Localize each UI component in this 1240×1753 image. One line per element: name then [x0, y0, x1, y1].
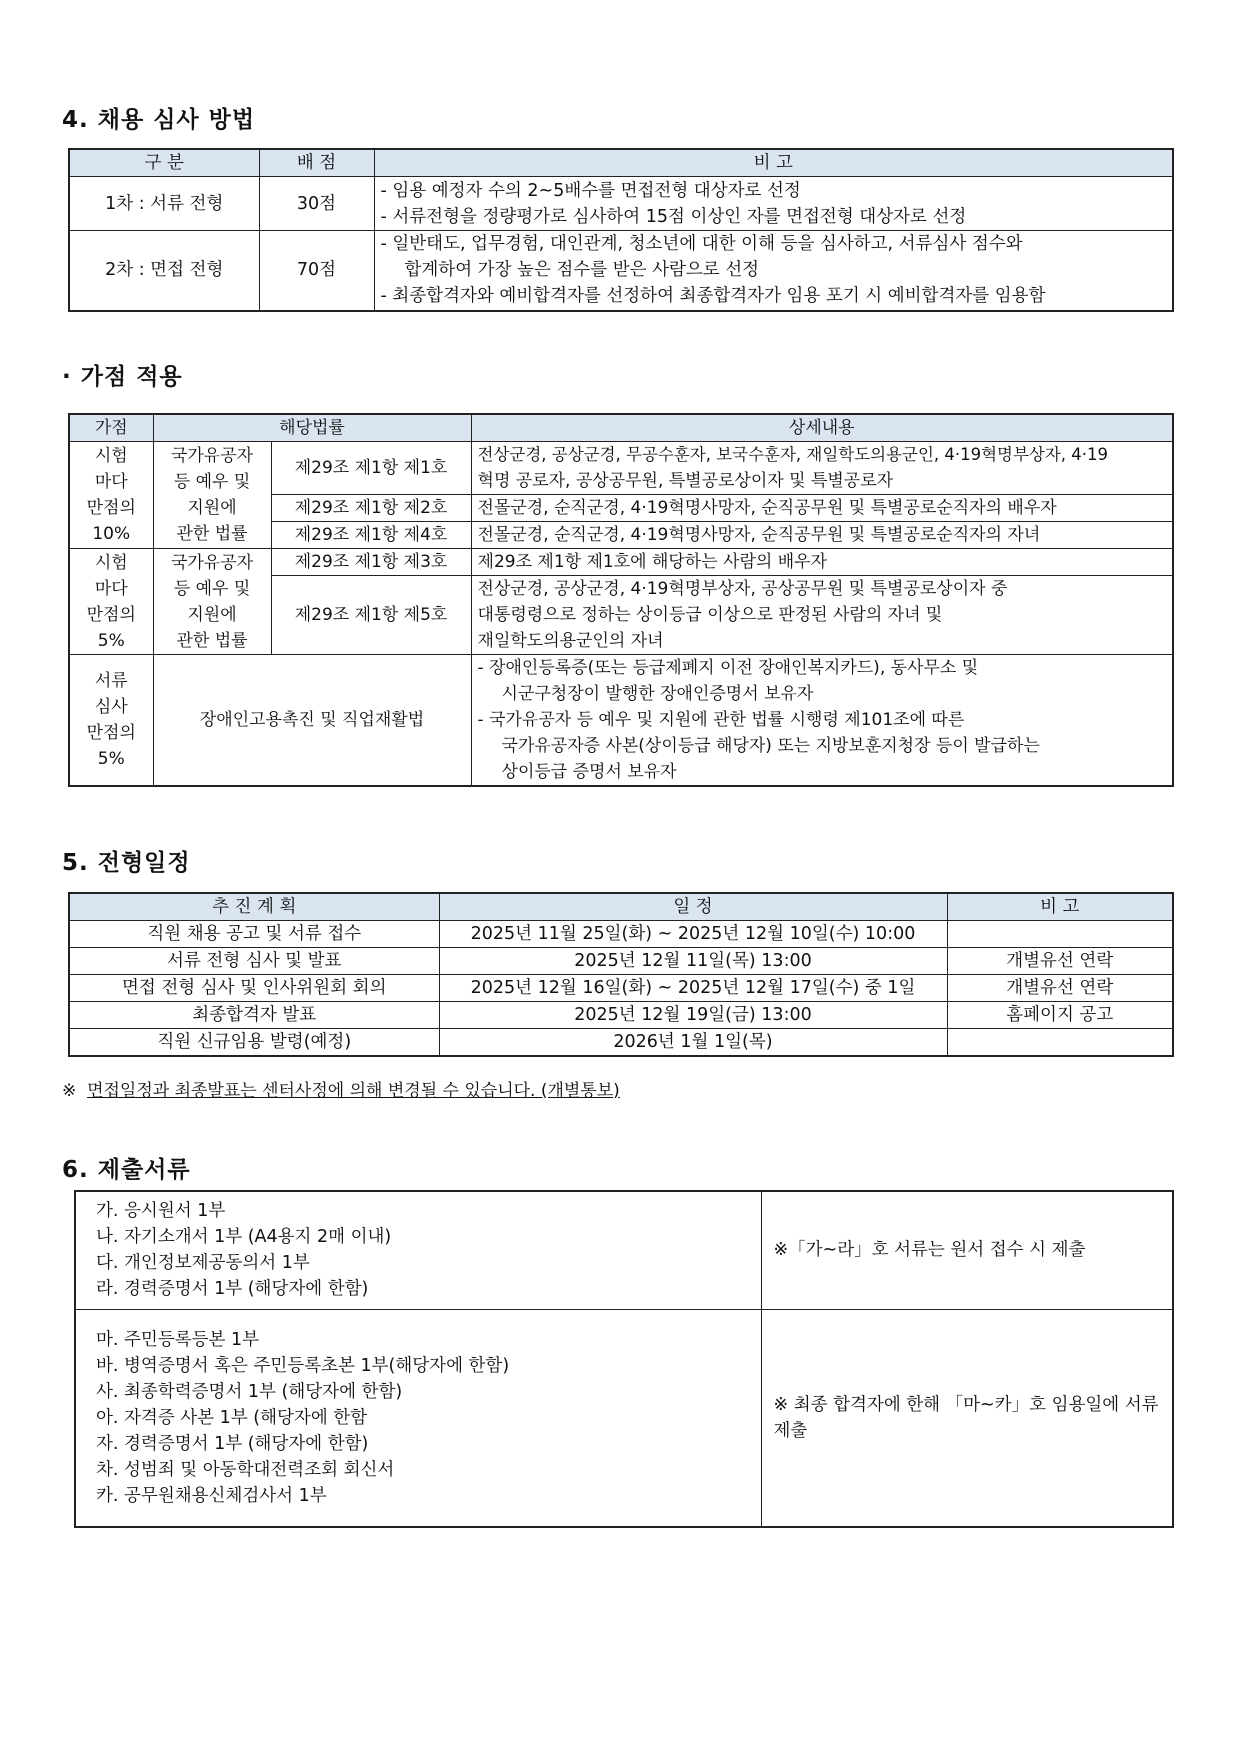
article-cell: 제29조 제1항 제2호: [271, 495, 471, 522]
detail-line: 재일학도의용군인의 자녀: [477, 631, 664, 651]
table-row: [69, 1029, 1173, 1057]
detail-line: 전상군경, 공상군경, 4·19혁명부상자, 공상공무원 및 특별공로상이자 중: [477, 579, 1008, 599]
bonus-table: [68, 413, 1174, 787]
law-line: 등 예우 및: [173, 472, 251, 492]
remark-line: - 서류전형을 정량평가로 심사하여 15점 이상인 자를 면접전형 대상자로 선정: [380, 206, 967, 227]
law-cell: [153, 549, 271, 655]
article-cell: 제29조 제1항 제1호: [271, 442, 471, 495]
list-item: 마. 주민등록등본 1부: [96, 1329, 260, 1350]
screening-method-table: [68, 148, 1174, 312]
bonus-rate-cell: [69, 655, 153, 787]
score-cell: 30점: [259, 177, 374, 231]
law-line: 국가유공자: [170, 552, 254, 573]
detail-cell: 전몰군경, 순직군경, 4·19혁명사망자, 순직공무원 및 특별공로순직자의 배우자: [471, 495, 1173, 522]
detail-cell: [471, 576, 1173, 655]
table-row: [69, 231, 1173, 311]
table-row: [75, 1191, 1173, 1309]
date-cell: 2026년 1월 1일(목): [439, 1029, 947, 1057]
remark-line: - 일반태도, 업무경험, 대인관계, 청소년에 대한 이해 등을 심사하고, 서류심사 점수와: [380, 234, 1023, 255]
list-item: 사. 최종학력증명서 1부 (해당자에 한함): [96, 1381, 403, 1402]
detail-cell: [471, 442, 1173, 495]
note-mark: ※: [62, 1081, 77, 1101]
law-line: 등 예우 및: [173, 578, 251, 599]
detail-line: 시군구청장이 발행한 장애인증명서 보유자: [501, 684, 814, 704]
note-text: 면접일정과 최종발표는 센터사정에 의해 변경될 수 있습니다. (개별통보): [87, 1081, 620, 1101]
table-row: [69, 921, 1173, 948]
plan-cell: 직원 신규임용 발령(예정): [69, 1029, 439, 1057]
note-cell: [947, 921, 1173, 948]
col-header-score: 배 점: [259, 149, 374, 177]
bonus-rate-line: 마다: [94, 578, 128, 599]
table-header-row: [69, 149, 1173, 177]
bonus-rate-line: 만점의: [86, 498, 136, 518]
remark-line: - 최종합격자와 예비합격자를 선정하여 최종합격자가 임용 포기 시 예비합격자를 임용함: [380, 286, 1046, 307]
list-item: 자. 경력증명서 1부 (해당자에 한함): [96, 1433, 369, 1454]
score-cell: 70점: [259, 231, 374, 311]
documents-table: [74, 1190, 1174, 1528]
detail-line: 상이등급 증명서 보유자: [501, 762, 677, 782]
note-cell: 홈페이지 공고: [947, 1002, 1173, 1029]
col-header-detail: 상세내용: [471, 414, 1173, 442]
bonus-rate-line: 10%: [92, 524, 131, 544]
law-line: 지원에: [187, 498, 237, 518]
document-list-cell: [75, 1191, 761, 1309]
table-row: [69, 948, 1173, 975]
law-line: 국가유공자: [170, 446, 254, 466]
schedule-note: [62, 1076, 620, 1101]
col-header-note: 비 고: [947, 893, 1173, 921]
remark-cell: ※「가~라」호 서류는 원서 접수 시 제출: [761, 1191, 1173, 1309]
remark-line: ※ 최종 합격자에 한해 「마~카」호 임용일에 서류: [773, 1394, 1159, 1415]
bonus-rate-line: 서류: [94, 671, 128, 691]
bonus-rate-line: 만점의: [86, 723, 136, 743]
section-5-title: 5. 전형일정: [62, 850, 191, 876]
bonus-rate-line: 시험: [94, 552, 128, 573]
table-header-row: [69, 893, 1173, 921]
table-row: [69, 1002, 1173, 1029]
table-row: [69, 177, 1173, 231]
table-row: [75, 1309, 1173, 1527]
detail-line: 전상군경, 공상군경, 무공수훈자, 보국수훈자, 재일학도의용군인, 4·19혁명부상자, 4·19: [477, 445, 1109, 464]
list-item: 차. 성범죄 및 아동학대전력조회 회신서: [96, 1459, 395, 1480]
law-line: 지원에: [187, 604, 237, 625]
schedule-table: [68, 892, 1174, 1057]
detail-cell: 제29조 제1항 제1호에 해당하는 사람의 배우자: [471, 549, 1173, 576]
table-row: [69, 975, 1173, 1002]
bonus-rate-line: 만점의: [86, 604, 136, 625]
plan-cell: 서류 전형 심사 및 발표: [69, 948, 439, 975]
article-cell: 제29조 제1항 제4호: [271, 522, 471, 549]
detail-cell: 전몰군경, 순직군경, 4·19혁명사망자, 순직공무원 및 특별공로순직자의 자녀: [471, 522, 1173, 549]
plan-cell: 최종합격자 발표: [69, 1002, 439, 1029]
law-cell: [153, 442, 271, 549]
section-4-title: 4. 채용 심사 방법: [62, 107, 256, 133]
plan-cell: 면접 전형 심사 및 인사위원회 회의: [69, 975, 439, 1002]
detail-line: - 국가유공자 등 예우 및 지원에 관한 법률 시행령 제101조에 따른: [477, 710, 965, 730]
list-item: 라. 경력증명서 1부 (해당자에 한함): [96, 1279, 369, 1300]
col-header-stage: 구 분: [69, 149, 259, 177]
detail-line: 대통령령으로 정하는 상이등급 이상으로 판정된 사람의 자녀 및: [477, 605, 943, 625]
remark-cell: [374, 231, 1173, 311]
plan-cell: 직원 채용 공고 및 서류 접수: [69, 921, 439, 948]
detail-line: 국가유공자증 사본(상이등급 해당자) 또는 지방보훈지청장 등이 발급하는: [501, 736, 1040, 756]
remark-line: 제출: [773, 1420, 808, 1441]
bonus-rate-line: 심사: [94, 697, 128, 717]
list-item: 카. 공무원채용신체검사서 1부: [96, 1485, 327, 1506]
date-cell: 2025년 12월 11일(목) 13:00: [439, 948, 947, 975]
list-item: 바. 병역증명서 혹은 주민등록초본 1부(해당자에 한함): [96, 1355, 510, 1376]
detail-line: - 장애인등록증(또는 등급제폐지 이전 장애인복지카드), 동사무소 및: [477, 658, 979, 678]
law-line: 관한 법률: [176, 630, 248, 651]
table-row: [69, 549, 1173, 576]
remark-line: - 임용 예정자 수의 2~5배수를 면접전형 대상자로 선정: [380, 180, 801, 201]
list-item: 나. 자기소개서 1부 (A4용지 2매 이내): [96, 1227, 392, 1248]
note-cell: 개별유선 연락: [947, 975, 1173, 1002]
col-header-bonus: 가점: [69, 414, 153, 442]
col-header-date: 일 정: [439, 893, 947, 921]
bonus-title: · 가점 적용: [62, 364, 183, 390]
note-cell: 개별유선 연락: [947, 948, 1173, 975]
article-cell: 제29조 제1항 제5호: [271, 576, 471, 655]
article-cell: 제29조 제1항 제3호: [271, 549, 471, 576]
col-header-law: 해당법률: [153, 414, 471, 442]
table-row: [69, 655, 1173, 787]
col-header-remark: 비 고: [374, 149, 1173, 177]
detail-line: 혁명 공로자, 공상공무원, 특별공로상이자 및 특별공로자: [477, 471, 894, 491]
note-cell: [947, 1029, 1173, 1057]
bonus-rate-cell: [69, 549, 153, 655]
list-item: 아. 자격증 사본 1부 (해당자에 한함: [96, 1407, 368, 1428]
section-6-title: 6. 제출서류: [62, 1157, 191, 1183]
date-cell: 2025년 12월 19일(금) 13:00: [439, 1002, 947, 1029]
bonus-rate-line: 시험: [94, 446, 128, 466]
bonus-rate-line: 마다: [94, 472, 128, 492]
bonus-rate-line: 5%: [97, 749, 125, 769]
table-header-row: [69, 414, 1173, 442]
list-item: 다. 개인정보제공동의서 1부: [96, 1253, 310, 1274]
date-cell: 2025년 11월 25일(화) ~ 2025년 12월 10일(수) 10:00: [439, 921, 947, 948]
bonus-rate-line: 5%: [97, 630, 125, 651]
detail-cell: [471, 655, 1173, 787]
document-list-cell: [75, 1309, 761, 1527]
date-cell: 2025년 12월 16일(화) ~ 2025년 12월 17일(수) 중 1일: [439, 975, 947, 1002]
list-item: 가. 응시원서 1부: [96, 1201, 226, 1222]
law-cell: 장애인고용촉진 및 직업재활법: [153, 655, 471, 787]
stage-cell: 1차 : 서류 전형: [69, 177, 259, 231]
remark-line: 합계하여 가장 높은 점수를 받은 사람으로 선정: [404, 260, 760, 281]
remark-cell: [374, 177, 1173, 231]
law-line: 관한 법률: [176, 524, 248, 544]
col-header-plan: 추 진 계 획: [69, 893, 439, 921]
remark-cell: [761, 1309, 1173, 1527]
bonus-rate-cell: [69, 442, 153, 549]
table-row: [69, 442, 1173, 495]
stage-cell: 2차 : 면접 전형: [69, 231, 259, 311]
